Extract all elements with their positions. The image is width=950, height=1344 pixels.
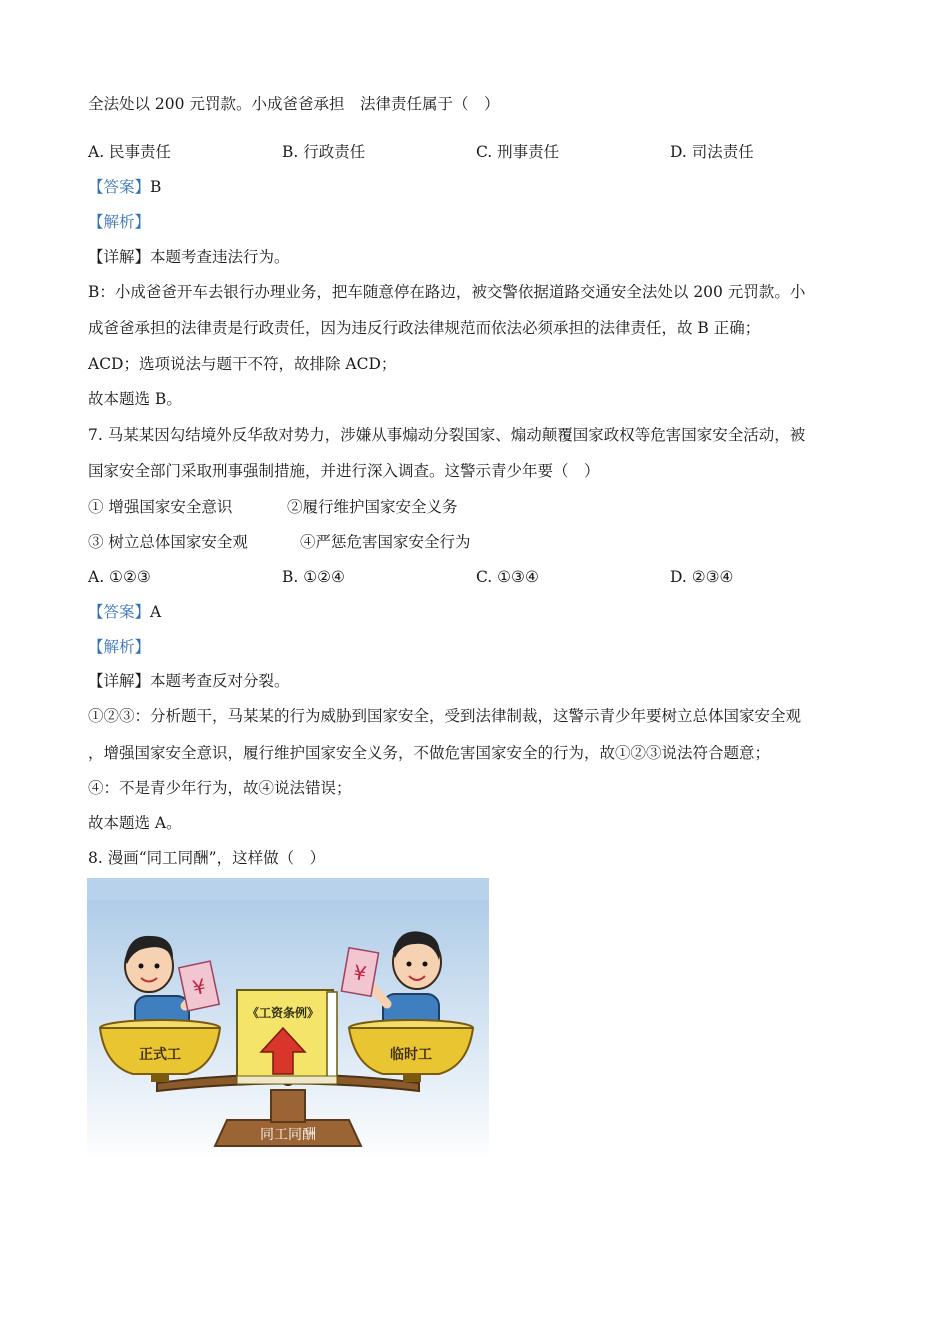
q6-explanation-2: 成爸爸承担的法律责是行政责任，因为违反行政法律规范而依法必须承担的法律责任，故 B 正确；: [88, 319, 761, 337]
q6-option-a: A. 民事责任: [88, 143, 172, 161]
answer-value: A: [150, 603, 162, 621]
q6-option-b: B. 行政责任: [282, 143, 366, 161]
q7-option-d: D. ②③④: [670, 568, 734, 586]
q7-stem-2: 国家安全部门采取刑事强制措施，并进行深入调查。这警示青少年要（ ）: [88, 462, 600, 480]
answer-tag: 【答案】: [88, 603, 151, 621]
wage-regulation-book: [237, 990, 337, 1084]
q7-option-c: C. ①③④: [476, 568, 539, 586]
q7-item-1: ① 增强国家安全意识: [88, 498, 233, 516]
q7-answer: [88, 602, 161, 622]
q7-option-a: A. ①②③: [88, 568, 151, 586]
q7-conclusion: 故本题选 A。: [88, 814, 182, 832]
q6-answer: [88, 177, 161, 197]
base-label: 同工同酬: [260, 1127, 316, 1143]
q8-stem: 8. 漫画“同工同酬”，这样做（ ）: [88, 849, 326, 867]
yuan-icon: ¥: [190, 973, 208, 1001]
q7-detail: 【详解】本题考查反对分裂。: [88, 672, 290, 690]
q6-stem-tail: 全法处以 200 元罚款。小成爸爸承担 法律责任属于（ ）: [88, 95, 500, 113]
equal-pay-cartoon: [87, 878, 489, 1164]
q6-detail: 【详解】本题考查违法行为。: [88, 248, 290, 266]
q6-option-d: D. 司法责任: [670, 143, 754, 161]
right-pan-label: 临时工: [390, 1047, 432, 1063]
q6-option-c: C. 刑事责任: [476, 143, 560, 161]
q7-explanation-2: ，增强国家安全意识，履行维护国家安全义务，不做危害国家安全的行为，故①②③说法符合题意；: [88, 744, 771, 762]
q7-item-4: ④严惩危害国家安全行为: [300, 533, 471, 551]
q6-analysis-tag: 【解析】: [88, 213, 151, 231]
left-pan-label: 正式工: [139, 1047, 181, 1063]
q6-conclusion: 故本题选 B。: [88, 390, 182, 408]
yuan-icon: ¥: [351, 960, 369, 986]
q7-explanation-1: ①②③：分析题干，马某某的行为威胁到国家安全，受到法律制裁，这警示青少年要树立总体国家安全观: [88, 707, 802, 725]
answer-value: B: [150, 178, 162, 196]
q6-explanation-1: B：小成爸爸开车去银行办理业务，把车随意停在路边，被交警依据道路交通安全法处以 200 元罚款。小: [88, 283, 806, 301]
q7-item-2: ②履行维护国家安全义务: [287, 498, 458, 516]
q7-option-b: B. ①②④: [282, 568, 345, 586]
q7-explanation-3: ④：不是青少年行为，故④说法错误；: [88, 779, 352, 797]
q6-explanation-3: ACD；选项说法与题干不符，故排除 ACD；: [88, 355, 397, 373]
q7-analysis-tag: 【解析】: [88, 638, 151, 656]
answer-tag: 【答案】: [88, 178, 151, 196]
q7-item-3: ③ 树立总体国家安全观: [88, 533, 248, 551]
q7-stem-1: 7. 马某某因勾结境外反华敌对势力，涉嫌从事煽动分裂国家、煽动颠覆国家政权等危害国家安全活动，被: [88, 426, 806, 444]
book-title: 《工资条例》: [246, 1006, 320, 1020]
